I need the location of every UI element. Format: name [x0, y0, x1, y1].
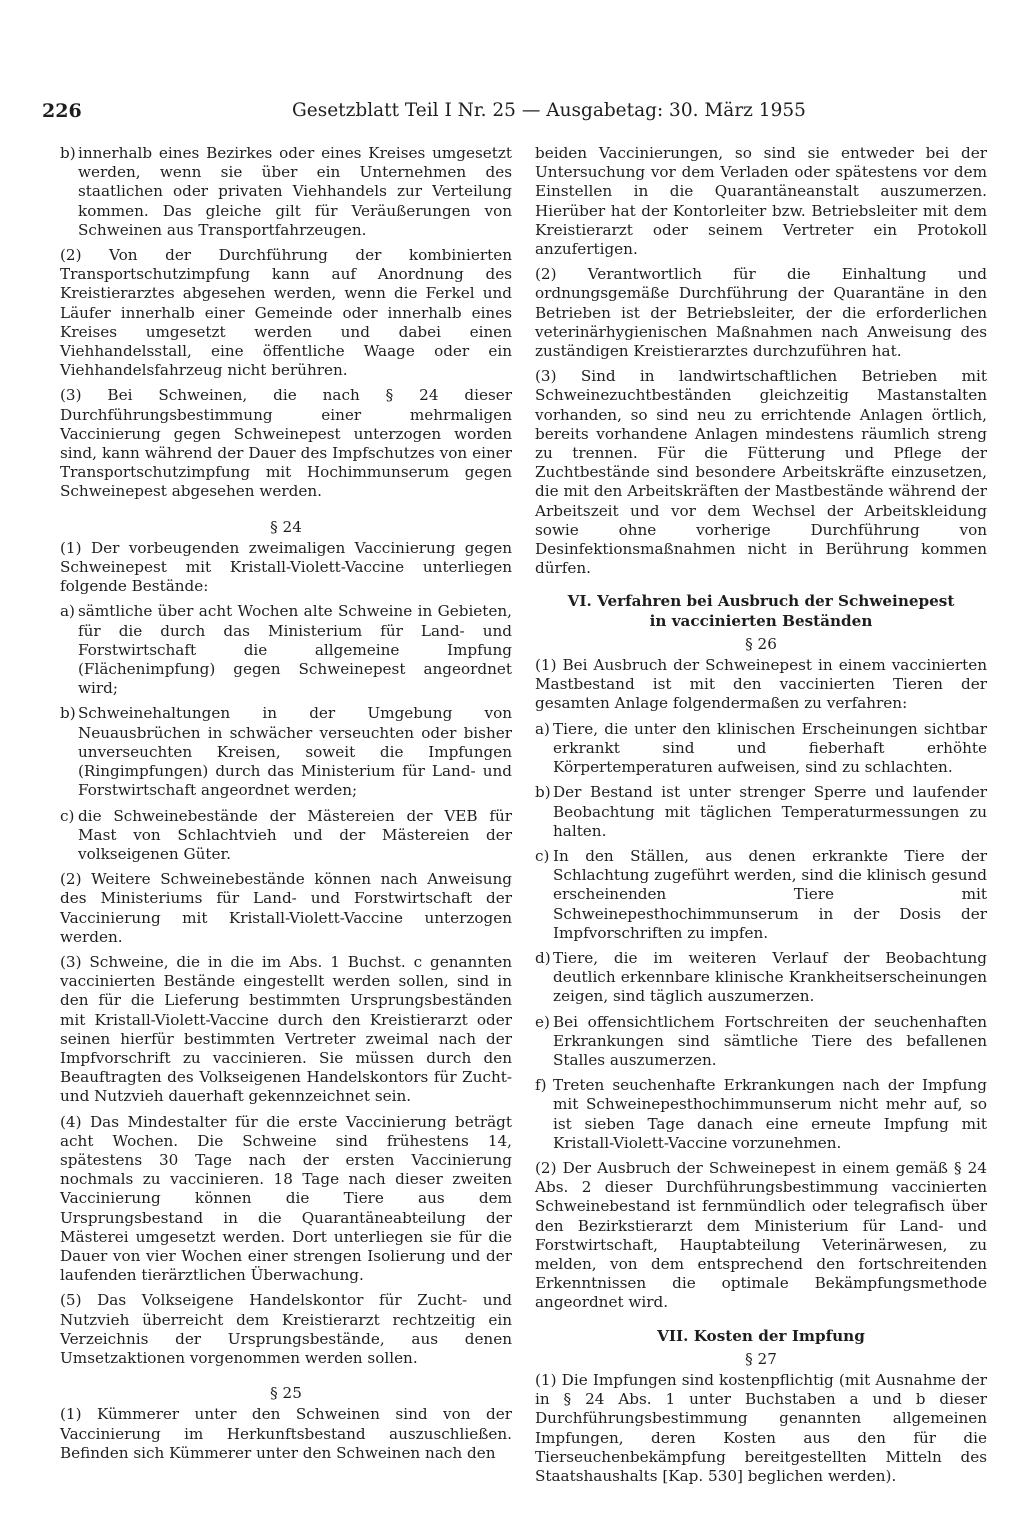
paragraph: (1) Bei Ausbruch der Schweinepest in einem vaccinierten Mastbestand ist mit den vaccinierten Tieren der gesamten Anlage folgendermaßen zu verfahren:	[535, 656, 987, 713]
item-label: a)	[535, 719, 550, 738]
list-item	[535, 949, 987, 1007]
page-header	[42, 100, 982, 132]
paragraph: (1) Die Impfungen sind kostenpflichtig (mit Ausnahme der in § 24 Abs. 1 unter Buchstaben a und b dieser Durchführungsbestimmung genannten allgemeinen Impfungen, deren Kosten aus den für die Tierseuchenbekämpfung bereitgestellten Mitteln des Staatshaushalts [Kap. 530] beglichen werden).	[535, 1370, 987, 1485]
item-text: In den Ställen, aus denen erkrankte Tiere der Schlachtung zugeführt werden, sind die klinisch gesund erscheinenden Tiere mit Schweinepesthochimmunserum in der Dosis der Impfvorschriften zu impfen.	[553, 846, 988, 942]
paragraph: beiden Vaccinierungen, so sind sie entweder bei der Untersuchung vor dem Verladen oder spätestens vor dem Einstellen in die Quarantäneanstalt auszumerzen. Hierüber hat der Kontorleiter bzw. Betriebsleiter mit dem Kreistierarzt oder seinem Vertreter ein Protokoll anzufertigen.	[535, 144, 987, 259]
paragraph: (3) Schweine, die in die im Abs. 1 Buchst. c genannten vaccinierten Bestände eingestellt werden sollen, sind in den für die Lieferung bestimmten Ursprungsbeständen mit Kristall-Violett-Vaccine durch den Kreistierarzt oder seinen hierfür bestimmten Vertreter zweimal nach der Impfvorschrift zu vaccinieren. Sie müssen durch den Beauftragten des Volkseigenen Handelskontors für Zucht- und Nutzvieh dauerhaft gekennzeichnet sein.	[60, 952, 512, 1106]
item-label: f)	[535, 1076, 547, 1095]
list-item	[535, 1013, 987, 1071]
paragraph: (2) Verantwortlich für die Einhaltung und ordnungsgemäße Durchführung der Quarantäne in den Betrieben ist der Betriebsleiter, der die erforderlichen veterinärhygienischen Maßnahmen nach Anweisung des zuständigen Kreistierarztes durchzuführen hat.	[535, 265, 987, 361]
list-item	[535, 783, 987, 841]
item-label: c)	[535, 846, 550, 865]
paragraph: (1) Kümmerer unter den Schweinen sind von der Vaccinierung im Herkunftsbestand auszuschließen. Befinden sich Kümmerer unter den Schweinen nach den	[60, 1405, 512, 1462]
item-label: b)	[60, 704, 76, 723]
paragraph: (1) Der vorbeugenden zweimaligen Vaccinierung gegen Schweinepest mit Kristall-Violett-Vaccine unterliegen folgende Bestände:	[60, 538, 512, 596]
list-item	[60, 807, 512, 865]
item-label: c)	[60, 806, 75, 825]
left-column	[60, 144, 512, 1469]
paragraph: (5) Das Volkseigene Handelskontor für Zucht- und Nutzvieh überreicht dem Kreistierarzt rechtzeitig ein Verzeichnis der Ursprungsbestände, aus denen Umsetzaktionen vorgenommen werden sollen.	[60, 1291, 512, 1367]
list-item	[535, 847, 987, 943]
paragraph: (2) Weitere Schweinebestände können nach Anweisung des Ministeriums für Land- und Forstwirtschaft der Vaccinierung mit Kristall-Violett-Vaccine unterzogen werden.	[60, 870, 512, 946]
list-item	[60, 144, 512, 240]
item-text: Bei offensichtlichem Fortschreiten der seuchenhaften Erkrankungen sind sämtliche Tiere des befallenen Stalles auszumerzen.	[553, 1012, 987, 1069]
item-label: d)	[535, 948, 551, 967]
item-text: die Schweinebestände der Mästereien der VEB für Mast von Schlachtvieh und der Mästereien der volkseigenen Güter.	[78, 806, 512, 863]
paragraph: (2) Von der Durchführung der kombinierten Transportschutzimpfung kann auf Anordnung des Kreistierarztes abgesehen werden, wenn die Ferkel und Läufer innerhalb einer Gemeinde oder innerhalb eines Kreises umgesetzt werden und dabei einen Viehhandelsstall, eine öffentliche Waage oder ein Viehhandelsfahrzeug nicht berühren.	[60, 246, 512, 380]
paragraph: (3) Bei Schweinen, die nach § 24 dieser Durchführungsbestimmung einer mehrmaligen Vaccinierung gegen Schweinepest unterzogen worden sind, kann während der Dauer des Impfschutzes von einer Transportschutzimpfung mit Hochimmunserum gegen Schweinepest abgesehen werden.	[60, 386, 512, 501]
item-text: Treten seuchenhafte Erkrankungen nach der Impfung mit Schweinepesthochimmunserum nicht mehr auf, so ist sieben Tage danach eine erneute Impfung mit Kristall-Violett-Vaccine vorzunehmen.	[553, 1076, 987, 1152]
list-item	[60, 602, 512, 698]
list-item	[60, 704, 512, 800]
section-heading-26: § 26	[745, 634, 777, 653]
item-text: Tiere, die im weiteren Verlauf der Beobachtung deutlich erkennbare klinische Krankheitserscheinungen zeigen, sind täglich auszumerzen.	[553, 948, 987, 1006]
item-label: b)	[60, 144, 76, 162]
item-label: a)	[60, 602, 75, 621]
item-text: Schweinehaltungen in der Umgebung von Neuausbrüchen in schwächer verseuchten oder bisher unverseuchten Kreisen, soweit die Impfungen (Ringimpfungen) durch das Ministerium für Land- und Forstwirtschaft angeordnet werden;	[78, 704, 512, 800]
paragraph: (2) Der Ausbruch der Schweinepest in einem gemäß § 24 Abs. 2 dieser Durchführungsbestimmung vaccinierten Schweinebestand ist fernmündlich oder telegrafisch über den Bezirkstierarzt dem Ministerium für Land- und Forstwirtschaft, Hauptabteilung Veterinärwesen, zu melden, von dem entsprechend den fortschreitenden Erkenntnissen die optimale Bekämpfungsmethode angeordnet wird.	[535, 1158, 987, 1312]
item-label: b)	[535, 783, 551, 802]
section-heading-25: § 25	[270, 1384, 302, 1403]
item-label: e)	[535, 1012, 550, 1031]
list-item	[535, 720, 987, 778]
paragraph: (3) Sind in landwirtschaftlichen Betrieben mit Schweinezuchtbeständen gleichzeitig Mastanstalten vorhanden, so sind neu zu errichtende Anlagen örtlich, bereits vorhandene Anlagen mindestens räumlich streng zu trennen. Für die Fütterung und Pflege der Zuchtbestände sind besondere Arbeitskräfte einzusetzen, die mit den Arbeitskräften der Mastbestände während der Arbeitszeit und vor dem Wechsel der Arbeitskleidung sowie ohne vorherige Durchführung von Desinfektionsmaßnahmen nicht in Berührung kommen dürfen.	[535, 367, 987, 578]
section-heading-27: § 27	[745, 1349, 777, 1368]
section-title-vii: VII. Kosten der Impfung	[657, 1326, 865, 1345]
section-heading-24: § 24	[270, 517, 302, 536]
running-head: Gesetzblatt Teil I Nr. 25 — Ausgabetag: 30. März 1955	[292, 100, 806, 121]
item-text: Der Bestand ist unter strenger Sperre und laufender Beobachtung mit täglichen Temperaturmessungen zu halten.	[553, 783, 987, 840]
item-text: Tiere, die unter den klinischen Erscheinungen sichtbar erkrankt sind und fieberhaft erhöhte Körpertemperaturen aufweisen, sind zu schlachten.	[553, 719, 987, 777]
section-title-vi	[535, 592, 987, 630]
paragraph: (4) Das Mindestalter für die erste Vaccinierung beträgt acht Wochen. Die Schweine sind frühestens 14, spätestens 30 Tage nach der ersten Vaccinierung nochmals zu vaccinieren. 18 Tage nach dieser zweiten Vaccinierung können die Tiere aus dem Ursprungsbestand in die Quarantäneabteilung der Mästerei umgesetzt werden. Dort unterliegen sie für die Dauer von vier Wochen einer strengen Isolierung und der laufenden tierärztlichen Überwachung.	[60, 1112, 512, 1285]
section-title-line: in vaccinierten Beständen	[649, 611, 873, 630]
right-column	[535, 144, 987, 1492]
list-item	[535, 1076, 987, 1153]
item-text: sämtliche über acht Wochen alte Schweine in Gebieten, für die durch das Ministerium für Land- und Forstwirtschaft die allgemeine Impfung (Flächenimpfung) gegen Schweinepest angeordnet wird;	[78, 602, 512, 698]
page-number: 226	[42, 100, 82, 122]
item-text: innerhalb eines Bezirkes oder eines Kreises umgesetzt werden, wenn sie über ein Unternehmen des staatlichen oder privaten Viehhandels zur Verteilung kommen. Das gleiche gilt für Veräußerungen von Schweinen aus Transportfahrzeugen.	[78, 144, 512, 239]
section-title-line: VI. Verfahren bei Ausbruch der Schweinepest	[567, 592, 955, 611]
